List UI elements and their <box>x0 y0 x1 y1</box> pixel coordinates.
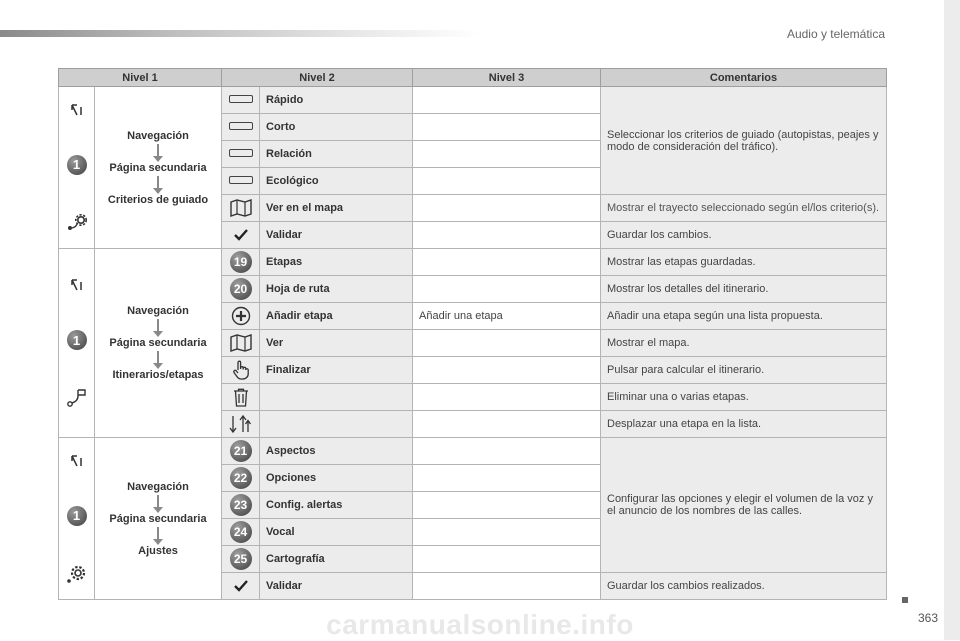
check-icon <box>228 580 253 592</box>
comment-cell: Guardar los cambios realizados. <box>601 573 887 600</box>
nivel-3-cell <box>413 114 601 141</box>
comment-cell: Mostrar los detalles del itinerario. <box>601 276 887 303</box>
down-arrow-icon <box>157 495 159 508</box>
nav-path-item: Navegación <box>127 305 189 317</box>
navigation-arrow-icon <box>70 278 84 292</box>
navigation-arrow-icon <box>70 454 84 468</box>
nivel-3-cell <box>413 195 601 222</box>
trash-icon <box>228 388 253 407</box>
nivel-2-icon-cell <box>222 357 260 384</box>
nivel-2-icon-cell <box>222 465 260 492</box>
nav-path-item: Página secundaria <box>109 161 207 174</box>
nivel-3-cell <box>413 249 601 276</box>
nivel-3-cell <box>413 573 601 600</box>
nivel-2-label <box>260 384 413 411</box>
down-arrow-icon <box>157 144 159 157</box>
nivel-2-icon-cell <box>222 438 260 465</box>
header-gradient-bar <box>0 30 480 37</box>
number-badge: 21 <box>230 440 252 462</box>
nivel-2-icon-cell <box>222 249 260 276</box>
nivel-2-label: Relación <box>260 141 413 168</box>
nav-path-item: Itinerarios/etapas <box>112 369 204 381</box>
number-badge: 22 <box>230 467 252 489</box>
nivel-3-cell <box>413 357 601 384</box>
down-arrow-icon <box>157 527 159 540</box>
nivel-3-cell <box>413 546 601 573</box>
step-badge: 1 <box>67 155 87 175</box>
nivel-2-label: Hoja de ruta <box>260 276 413 303</box>
nivel-2-label: Validar <box>260 222 413 249</box>
check-icon <box>228 229 253 241</box>
nivel-2-icon-cell <box>222 141 260 168</box>
comment-cell: Mostrar el mapa. <box>601 330 887 357</box>
reorder-arrows-icon <box>228 414 253 434</box>
nivel-1-path <box>95 87 222 249</box>
road-dash-icon <box>229 175 253 187</box>
nivel-2-icon-cell <box>222 87 260 114</box>
nivel-3-cell: Añadir una etapa <box>413 303 601 330</box>
map-icon <box>228 334 253 352</box>
table-header-row <box>59 69 887 87</box>
nav-path-item: Página secundaria <box>109 512 207 525</box>
nivel-2-icon-cell <box>222 546 260 573</box>
nivel-3-cell <box>413 168 601 195</box>
plus-circle-icon <box>228 306 253 326</box>
nivel-1-icons <box>59 87 95 249</box>
nivel-2-icon-cell <box>222 303 260 330</box>
nav-path-item: Navegación <box>127 480 189 493</box>
nivel-2-icon-cell <box>222 114 260 141</box>
road-dash-icon <box>229 148 253 160</box>
comment-cell: Eliminar una o varias etapas. <box>601 384 887 411</box>
nivel-3-cell <box>413 330 601 357</box>
comment-cell: Pulsar para calcular el itinerario. <box>601 357 887 384</box>
nivel-2-label: Corto <box>260 114 413 141</box>
map-icon <box>228 199 253 217</box>
nivel-2-label: Cartografía <box>260 546 413 573</box>
comment-cell: Desplazar una etapa en la lista. <box>601 411 887 438</box>
table-row <box>59 87 887 114</box>
number-badge: 19 <box>230 251 252 273</box>
nav-path-item: Criterios de guiado <box>107 193 209 206</box>
nivel-3-cell <box>413 87 601 114</box>
section-title: Audio y telemática <box>786 27 885 41</box>
watermark: carmanualsonline.info <box>326 609 634 640</box>
nivel-2-icon-cell <box>222 330 260 357</box>
nivel-3-cell <box>413 492 601 519</box>
comment-cell: Mostrar el trayecto seleccionado según el/los criterio(s). <box>601 195 887 222</box>
nivel-2-label: Ver en el mapa <box>260 195 413 222</box>
down-arrow-icon <box>157 319 159 332</box>
comment-cell: Guardar los cambios. <box>601 222 887 249</box>
nivel-3-cell <box>413 276 601 303</box>
nivel-3-cell <box>413 384 601 411</box>
step-badge: 1 <box>67 506 87 526</box>
road-dash-icon <box>229 121 253 133</box>
down-arrow-icon <box>157 351 159 364</box>
header-nivel-1: Nivel 1 <box>59 69 222 87</box>
nivel-2-label: Opciones <box>260 465 413 492</box>
nivel-1-path <box>95 249 222 438</box>
page-edge-bar <box>944 0 960 640</box>
page-number: 363 <box>917 611 938 625</box>
road-dash-icon <box>229 94 253 106</box>
nivel-2-label: Ver <box>260 330 413 357</box>
number-badge: 24 <box>230 521 252 543</box>
nivel-2-icon-cell <box>222 384 260 411</box>
nivel-3-cell <box>413 519 601 546</box>
nivel-2-label: Añadir etapa <box>260 303 413 330</box>
nivel-2-label: Rápido <box>260 87 413 114</box>
nav-path-item: Página secundaria <box>109 337 207 349</box>
nivel-1-path <box>95 438 222 600</box>
nivel-2-icon-cell <box>222 573 260 600</box>
page-marker <box>902 597 908 603</box>
nivel-3-cell <box>413 141 601 168</box>
nav-path-item: Ajustes <box>138 544 178 557</box>
table-row <box>59 249 887 276</box>
navigation-arrow-icon <box>70 103 84 117</box>
nivel-3-cell <box>413 465 601 492</box>
header-nivel-3: Nivel 3 <box>413 69 601 87</box>
nivel-3-cell <box>413 438 601 465</box>
nivel-2-label: Vocal <box>260 519 413 546</box>
nivel-2-icon-cell <box>222 411 260 438</box>
nivel-2-label: Ecológico <box>260 168 413 195</box>
nivel-2-label: Config. alertas <box>260 492 413 519</box>
comment-cell: Configurar las opciones y elegir el volumen de la voz y el anuncio de los nombres de las calles. <box>601 438 887 573</box>
step-badge: 1 <box>67 330 87 350</box>
nivel-2-icon-cell <box>222 492 260 519</box>
header-nivel-2: Nivel 2 <box>222 69 413 87</box>
number-badge: 23 <box>230 494 252 516</box>
nivel-3-cell <box>413 411 601 438</box>
nav-path-item: Navegación <box>127 129 189 142</box>
nivel-2-label <box>260 411 413 438</box>
header-comentarios: Comentarios <box>601 69 887 87</box>
nivel-2-label: Etapas <box>260 249 413 276</box>
nivel-2-icon-cell <box>222 168 260 195</box>
nivel-2-icon-cell <box>222 222 260 249</box>
nivel-2-label: Aspectos <box>260 438 413 465</box>
comment-cell: Añadir una etapa según una lista propuesta. <box>601 303 887 330</box>
down-arrow-icon <box>157 176 159 189</box>
comment-cell: Seleccionar los criterios de guiado (autopistas, peajes y modo de consideración del tráfico). <box>601 87 887 195</box>
settings-gear-icon <box>66 564 88 584</box>
nivel-2-label: Validar <box>260 573 413 600</box>
nivel-2-icon-cell <box>222 519 260 546</box>
table-row <box>59 438 887 465</box>
nivel-1-icons <box>59 249 95 438</box>
hand-icon <box>228 360 253 380</box>
nivel-3-cell <box>413 222 601 249</box>
nivel-1-icons <box>59 438 95 600</box>
nivel-2-icon-cell <box>222 195 260 222</box>
route-stages-icon <box>66 388 88 408</box>
nivel-2-label: Finalizar <box>260 357 413 384</box>
route-settings-icon <box>66 213 88 233</box>
number-badge: 20 <box>230 278 252 300</box>
menu-table <box>58 68 887 600</box>
nivel-2-icon-cell <box>222 276 260 303</box>
comment-cell: Mostrar las etapas guardadas. <box>601 249 887 276</box>
number-badge: 25 <box>230 548 252 570</box>
